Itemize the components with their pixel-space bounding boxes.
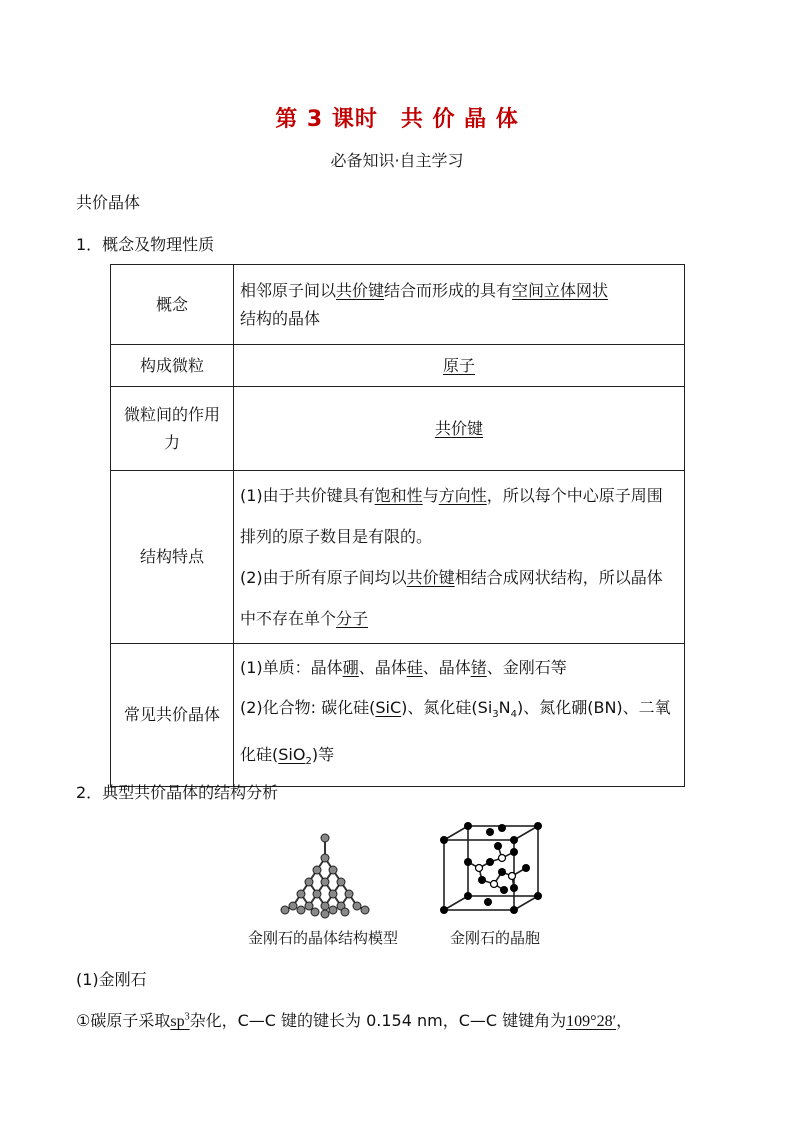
blank-answer: 共价键 [434,418,483,438]
text: ， [616,1011,633,1030]
text: 相结合成网状结构，所以晶体中不存在单个 [240,568,663,628]
text: 、晶体 [358,658,407,677]
text: (1)单质：晶体 [240,658,343,677]
blank-answer: 硅 [406,658,423,677]
page-title: 第 3 课时 共 价 晶 体 [275,107,519,132]
item-heading-3: (1)金刚石 [76,970,147,989]
table-key: 结构特点 [111,471,234,644]
diamond-structure-figure [275,830,385,920]
table-value [234,265,685,345]
table-row [111,471,685,644]
text: 、晶体 [422,658,471,677]
subscript: 4 [510,709,517,721]
text: 杂化，C—C 键的键长为 0.154 nm，C—C 键键角为 [189,1011,567,1030]
blank-answer: 共价键 [406,568,455,587]
text: N [498,698,511,717]
table-value [234,644,685,787]
blank-answer [170,1013,189,1030]
table-row [111,265,685,345]
section-heading: 共价晶体 [76,193,141,212]
blank-answer [278,745,312,768]
table-row [111,387,685,471]
blank-answer: 硼 [342,658,359,677]
text: sp [170,1013,185,1030]
subscript: 2 [305,756,312,768]
text: ①碳原子采取 [76,1011,171,1030]
page-subtitle: 必备知识·自主学习 [330,151,464,170]
table-key: 微粒间的作用力 [111,387,234,471]
blank-answer: 空间立体网状 [512,280,609,300]
text: )、氮化硅(Si [401,698,493,717]
text: )、氮化硼(BN)、二氧化硅( [240,698,671,765]
blank-answer: 109°28′ [566,1013,617,1030]
table-row [111,644,685,787]
diamond-unit-cell-figure [438,822,548,922]
table-value [234,387,685,471]
figure-caption-right: 金刚石的晶胞 [450,929,541,947]
superscript: 3 [184,1011,190,1023]
text: 结构的晶体 [240,308,321,328]
properties-table [110,264,685,787]
blank-answer: 共价键 [336,280,385,300]
text: 相邻原子间以 [240,280,337,300]
text: (2)由于所有原子间均以 [240,568,407,587]
table-key: 构成微粒 [111,345,234,387]
blank-answer: 锗 [470,658,487,677]
item-heading-2: 2．典型共价晶体的结构分析 [76,783,279,802]
item-heading-1: 1．概念及物理性质 [76,235,215,254]
blank-answer: 方向性 [438,486,487,505]
text: 与 [422,486,439,505]
table-key: 概念 [111,265,234,345]
table-key: 常见共价晶体 [111,644,234,787]
text: 结合而形成的具有 [384,280,513,300]
subscript: 3 [492,709,499,721]
text: 、金刚石等 [486,658,567,677]
text: ，所以每个中心原子周围排列的原子数目是有限的。 [240,486,663,546]
table-value [234,345,685,387]
blank-answer: 分子 [336,609,369,628]
blank-answer: 饱和性 [374,486,423,505]
text: )等 [311,745,335,765]
table-value [234,471,685,644]
table-row [111,345,685,387]
text: (2)化合物: 碳化硅( [240,698,376,717]
figure-caption-left: 金刚石的晶体结构模型 [248,929,399,947]
blank-answer: 原子 [442,355,475,375]
text: (1)由于共价键具有 [240,486,375,505]
text: SiO [278,745,306,765]
blank-answer: SiC [375,698,402,717]
body-line [76,1008,632,1031]
